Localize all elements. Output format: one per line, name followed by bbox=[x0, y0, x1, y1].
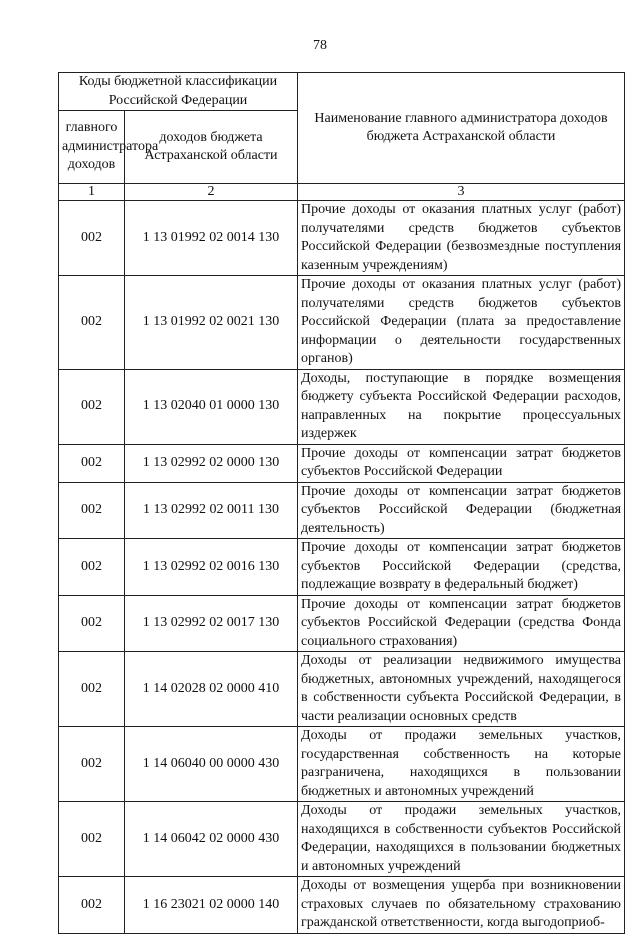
table-row bbox=[59, 276, 625, 370]
revenue-code: 1 13 02992 02 0011 130 bbox=[125, 482, 298, 539]
header-revenue-code: доходов бюджета Астраханской области bbox=[125, 111, 298, 184]
administrator-code: 002 bbox=[59, 369, 125, 444]
revenue-code: 1 14 02028 02 0000 410 bbox=[125, 652, 298, 727]
page-number: 78 bbox=[313, 38, 327, 53]
administrator-code: 002 bbox=[59, 652, 125, 727]
table-row bbox=[59, 539, 625, 596]
revenue-code: 1 13 02992 02 0017 130 bbox=[125, 595, 298, 652]
table-row bbox=[59, 802, 625, 877]
administrator-code: 002 bbox=[59, 802, 125, 877]
budget-classification-table bbox=[58, 72, 625, 934]
column-number: 2 bbox=[125, 184, 298, 201]
revenue-code: 1 13 01992 02 0021 130 bbox=[125, 276, 298, 370]
table-row bbox=[59, 727, 625, 802]
revenue-name: Прочие доходы от оказания платных услуг (работ) получателями средств бюджетов субъектов Российской Федерации (безвозмездные поступления казенным учреждениям) bbox=[298, 201, 625, 276]
revenue-name: Прочие доходы от компенсации затрат бюджетов субъектов Российской Федерации (средства, подлежащие возврату в федеральный бюджет) bbox=[298, 539, 625, 596]
header-main-administrator: главного администратора доходов bbox=[59, 111, 125, 184]
administrator-code: 002 bbox=[59, 595, 125, 652]
administrator-code: 002 bbox=[59, 539, 125, 596]
revenue-name: Прочие доходы от оказания платных услуг (работ) получателями средств бюджетов субъектов Российской Федерации (плата за предоставление информации о деятельности государственных органов) bbox=[298, 276, 625, 370]
administrator-code: 002 bbox=[59, 877, 125, 934]
table-row bbox=[59, 482, 625, 539]
table-row bbox=[59, 652, 625, 727]
revenue-name: Доходы от продажи земельных участков, находящихся в собственности субъектов Российской Федерации, находящихся в пользовании бюджетных и автономных учреждений bbox=[298, 802, 625, 877]
table-row bbox=[59, 201, 625, 276]
revenue-code: 1 14 06042 02 0000 430 bbox=[125, 802, 298, 877]
administrator-code: 002 bbox=[59, 482, 125, 539]
table-row bbox=[59, 595, 625, 652]
table-body bbox=[59, 201, 625, 934]
revenue-name: Доходы от продажи земельных участков, государственная собственность на которые разграничена, находящихся в пользовании бюджетных и автономных учреждений bbox=[298, 727, 625, 802]
revenue-code: 1 13 02992 02 0000 130 bbox=[125, 444, 298, 482]
header-administrator-name: Наименование главного администратора доходов бюджета Астраханской области bbox=[298, 73, 625, 184]
column-number: 3 bbox=[298, 184, 625, 201]
revenue-name: Прочие доходы от компенсации затрат бюджетов субъектов Российской Федерации (средства Фонда социального страхования) bbox=[298, 595, 625, 652]
table-row bbox=[59, 444, 625, 482]
revenue-name: Прочие доходы от компенсации затрат бюджетов субъектов Российской Федерации bbox=[298, 444, 625, 482]
revenue-name: Доходы от реализации недвижимого имущества бюджетных, автономных учреждений, находящегося в собственности субъекта Российской Федерации, в части реализации основных средств bbox=[298, 652, 625, 727]
administrator-code: 002 bbox=[59, 444, 125, 482]
administrator-code: 002 bbox=[59, 201, 125, 276]
header-budget-codes: Коды бюджетной классификации Российской Федерации bbox=[59, 73, 298, 111]
administrator-code: 002 bbox=[59, 727, 125, 802]
table-row bbox=[59, 369, 625, 444]
revenue-name: Прочие доходы от компенсации затрат бюджетов субъектов Российской Федерации (бюджетная деятельность) bbox=[298, 482, 625, 539]
revenue-code: 1 13 02992 02 0016 130 bbox=[125, 539, 298, 596]
revenue-name: Доходы, поступающие в порядке возмещения бюджету субъекта Российской Федерации расходов, направленных на покрытие процессуальных издержек bbox=[298, 369, 625, 444]
column-number-row bbox=[59, 184, 625, 201]
administrator-code: 002 bbox=[59, 276, 125, 370]
column-number: 1 bbox=[59, 184, 125, 201]
revenue-code: 1 13 02040 01 0000 130 bbox=[125, 369, 298, 444]
revenue-code: 1 13 01992 02 0014 130 bbox=[125, 201, 298, 276]
revenue-code: 1 16 23021 02 0000 140 bbox=[125, 877, 298, 934]
revenue-name: Доходы от возмещения ущерба при возникновении страховых случаев по обязательному страхованию гражданской ответственности, когда выгодоприоб- bbox=[298, 877, 625, 934]
table-header bbox=[59, 73, 625, 201]
revenue-code: 1 14 06040 00 0000 430 bbox=[125, 727, 298, 802]
